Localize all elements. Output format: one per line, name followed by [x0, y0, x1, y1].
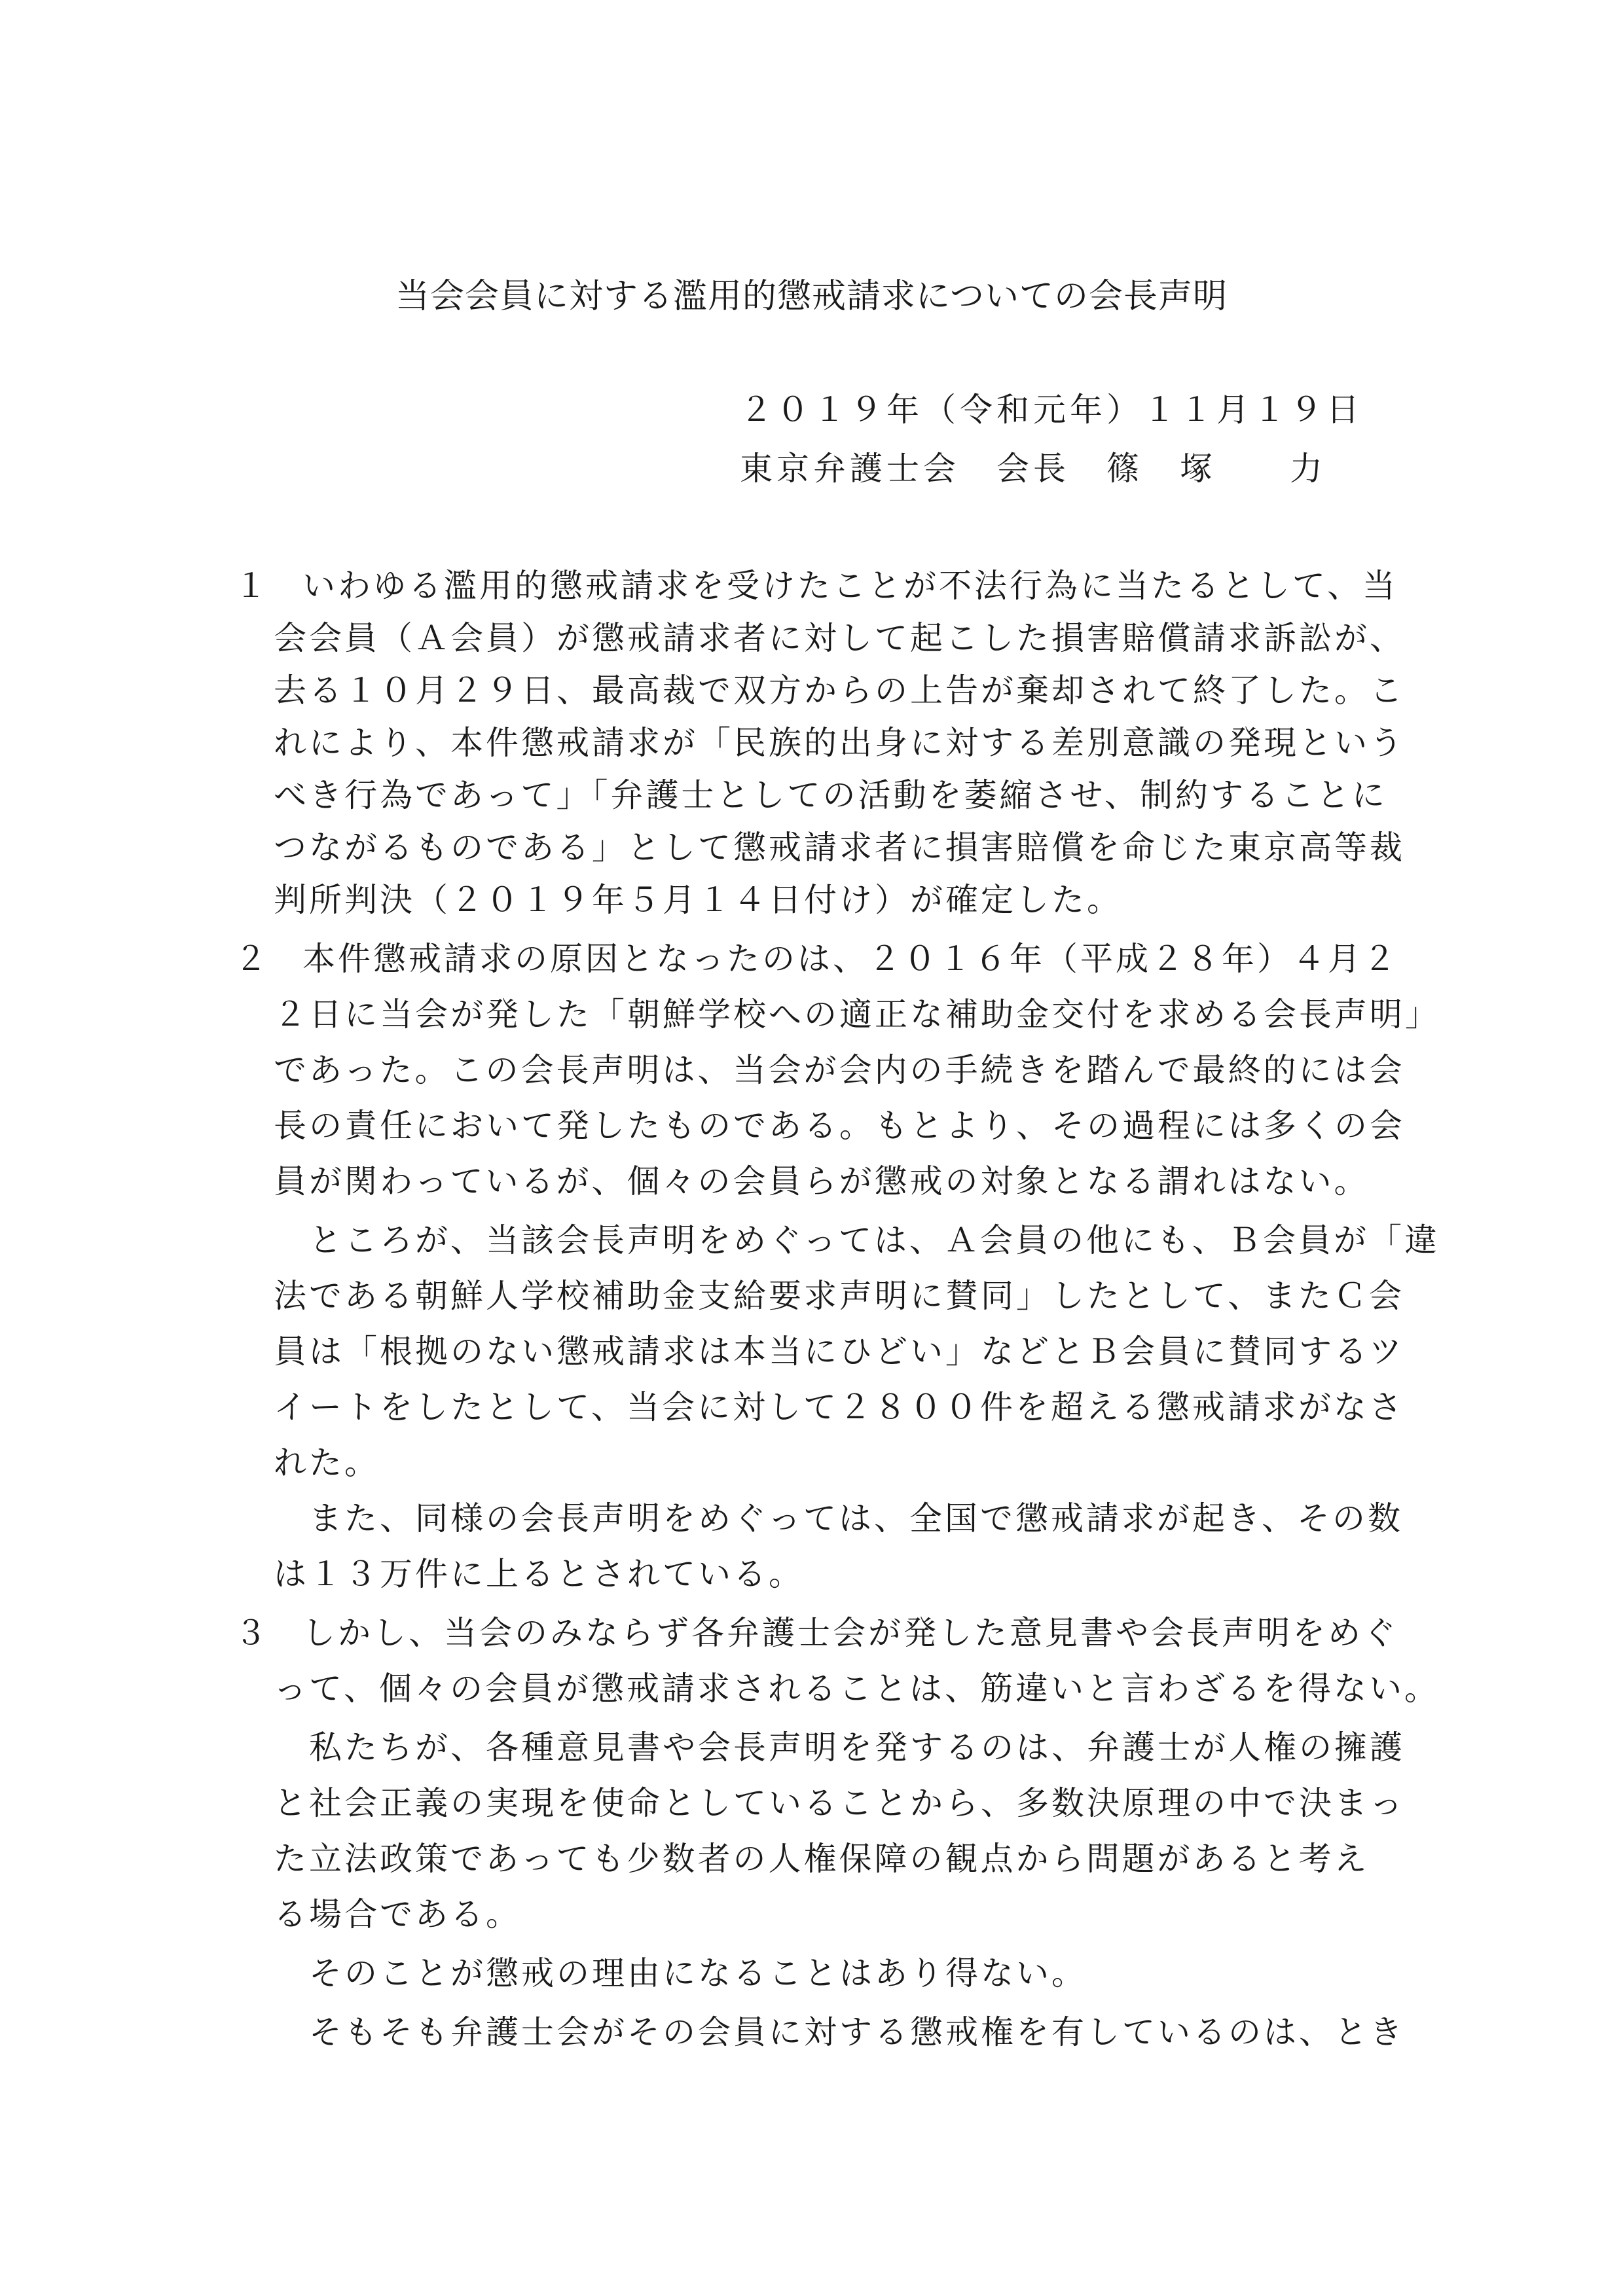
body-line [0, 1829, 1623, 1888]
line-text: イートをしたとして、当会に対して２８００件を超える懲戒請求がなさ [274, 1388, 1404, 1426]
body-line [0, 1944, 1623, 2003]
line-text: 去る１０月２９日、最高裁で双方からの上告が棄却されて終了した。こ [274, 672, 1405, 709]
line-text: ２日に当会が発した「朝鮮学校への適正な補助金交付を求める会長声明」 [274, 996, 1440, 1033]
line-text: れた。 [274, 1444, 380, 1482]
body-line [0, 929, 1623, 988]
line-text: であった。この会長声明は、当会が会内の手続きを踏んで最終的には会 [274, 1051, 1405, 1089]
line-text: いわゆる濫用的懲戒請求を受けたことが不法行為に当たるとして、当 [302, 567, 1398, 605]
body-line [0, 1322, 1623, 1381]
body-line [0, 1096, 1623, 1155]
body-line [0, 1659, 1623, 1718]
section-number: １ [234, 567, 270, 605]
body-line [0, 818, 1623, 877]
line-text: つながるものである」として懲戒請求者に損害賠償を命じた東京高等裁 [274, 829, 1405, 867]
body-line [0, 766, 1623, 825]
line-text: 会会員（Ａ会員）が懲戒請求者に対して起こした損害賠償請求訴訟が、 [274, 619, 1405, 657]
body-line [0, 1433, 1623, 1492]
line-text: そのことが懲戒の理由になることはあり得ない。 [274, 1954, 1087, 1992]
line-text: は１３万件に上るとされている。 [274, 1555, 804, 1593]
document-title: 当会会員に対する濫用的懲戒請求についての会長声明 [395, 277, 1228, 316]
body-line [0, 1378, 1623, 1437]
body-line [0, 1152, 1623, 1211]
body-line [0, 556, 1623, 615]
line-text: 判所判決（２０１９年５月１４日付け）が確定した。 [274, 881, 1122, 919]
body-line [0, 1266, 1623, 1325]
line-text: 本件懲戒請求の原因となったのは、２０１６年（平成２８年）４月２ [302, 940, 1398, 978]
body-line [0, 713, 1623, 772]
body-line [0, 1211, 1623, 1270]
body-line [0, 661, 1623, 720]
body-line [0, 1489, 1623, 1548]
line-text: 員は「根拠のない懲戒請求は本当にひどい」などとＢ会員に賛同するツ [274, 1333, 1404, 1371]
line-text: 員が関わっているが、個々の会員らが懲戒の対象となる謂れはない。 [274, 1162, 1370, 1200]
line-text: ところが、当該会長声明をめぐっては、Ａ会員の他にも、Ｂ会員が「違 [274, 1221, 1440, 1259]
line-text: る場合である。 [274, 1895, 521, 1933]
section-number: ３ [234, 1614, 270, 1652]
line-text: べき行為であって」「弁護士としての活動を萎縮させ、制約することに [274, 776, 1387, 814]
body-line [0, 1885, 1623, 1944]
body-line [0, 1604, 1623, 1662]
line-text: しかし、当会のみならず各弁護士会が発した意見書や会長声明をめぐ [302, 1614, 1398, 1652]
body-line [0, 985, 1623, 1044]
body-line [0, 2003, 1623, 2062]
line-text: 長の責任において発したものである。もとより、その過程には多くの会 [274, 1107, 1405, 1145]
statement-date: ２０１９年（令和元年）１１月１９日 [740, 391, 1363, 429]
line-text: れにより、本件懲戒請求が「民族的出身に対する差別意識の発現という [274, 724, 1405, 762]
line-text: そもそも弁護士会がその会員に対する懲戒権を有しているのは、とき [274, 2013, 1405, 2051]
body-line [0, 1041, 1623, 1100]
body-line [0, 1774, 1623, 1833]
line-text: と社会正義の実現を使命としていることから、多数決原理の中で決まっ [274, 1784, 1405, 1822]
body-line [0, 609, 1623, 668]
body-line [0, 1718, 1623, 1777]
line-text: 法である朝鮮人学校補助金支給要求声明に賛同」したとして、またＣ会 [274, 1277, 1404, 1315]
body-line [0, 870, 1623, 929]
section-number: ２ [234, 940, 270, 978]
line-text: 私たちが、各種意見書や会長声明を発するのは、弁護士が人権の擁護 [274, 1729, 1405, 1767]
line-text: た立法政策であっても少数者の人権保障の観点から問題があると考え [274, 1840, 1370, 1878]
body-line [0, 1545, 1623, 1604]
line-text: って、個々の会員が懲戒請求されることは、筋違いと言わざるを得ない。 [274, 1670, 1440, 1708]
statement-author: 東京弁護士会 会長 篠 塚 力 [740, 450, 1326, 488]
line-text: また、同様の会長声明をめぐっては、全国で懲戒請求が起き、その数 [274, 1499, 1403, 1537]
